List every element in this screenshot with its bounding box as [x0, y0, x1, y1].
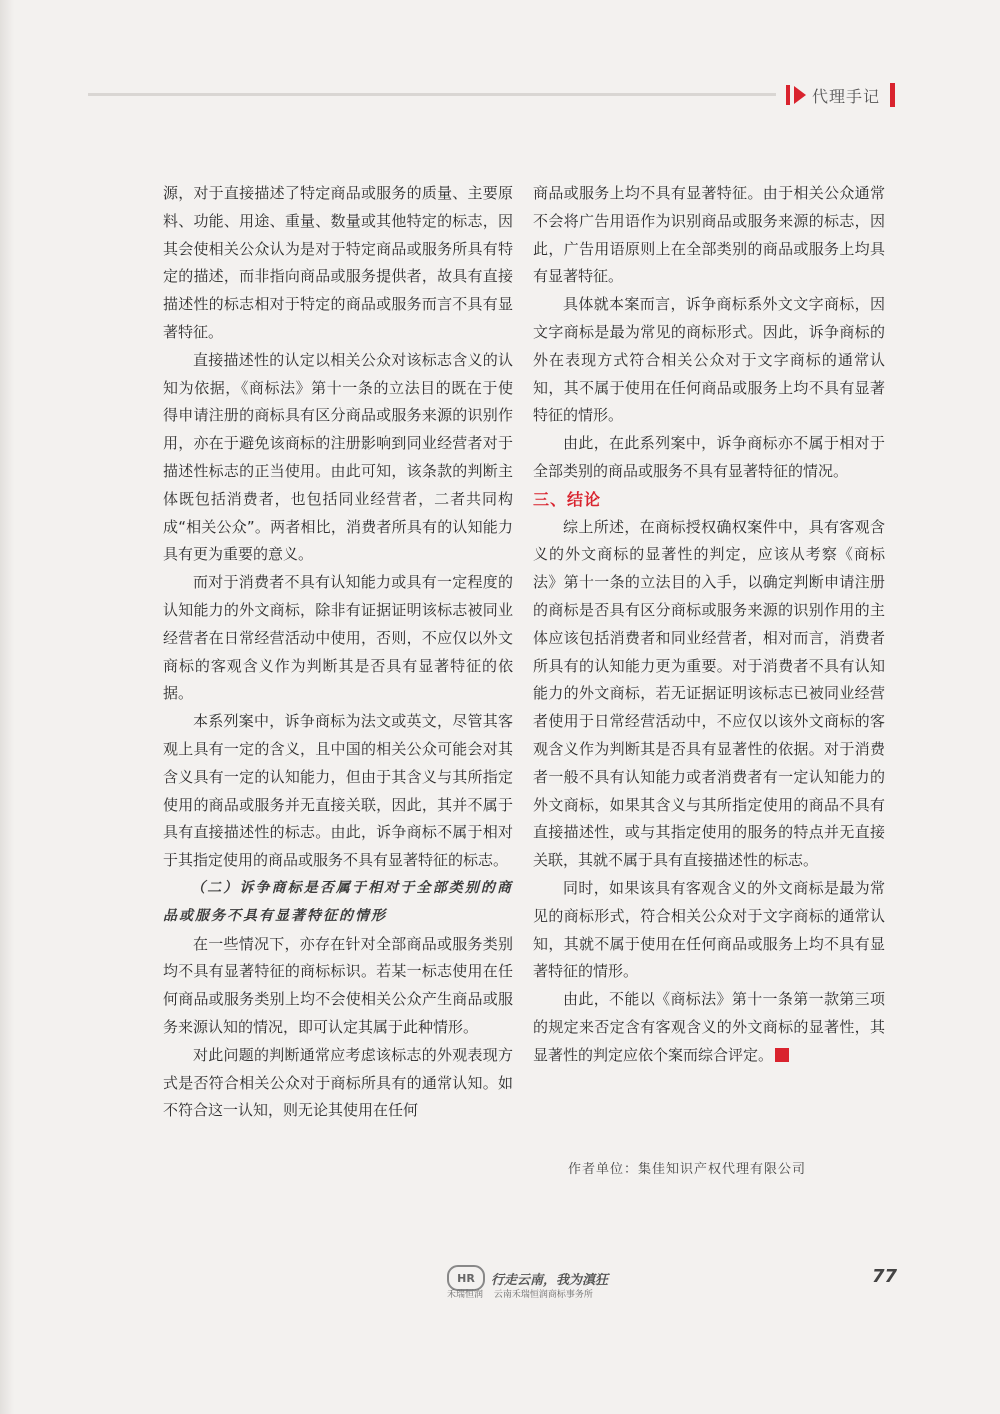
footer-slogan: 行走云南，我为滇狂	[491, 1272, 609, 1288]
header-rule	[88, 93, 776, 96]
paragraph: 源，对于直接描述了特定商品或服务的质量、主要原料、功能、用途、重量、数量或其他特定的标志，因其会使相关公众认为是对于特定商品或服务所具有特定的描述，而非指向商品或服务提供者，故具有直接描述性的标志相对于特定的商品或服务而言不具有显著特征。	[163, 184, 513, 341]
paragraph: 而对于消费者不具有认知能力或具有一定程度的认知能力的外文商标，除非有证据证明该标志被同业经营者在日常经营活动中使用，否则，不应仅以外文商标的客观含义作为判断其是否具有显著特征的依据。	[163, 573, 513, 703]
page-edge-shadow	[0, 0, 14, 1414]
header-title: 代理手记	[812, 86, 881, 106]
paragraph-text: 由此，不能以《商标法》第十一条第一款第三项的规定来否定含有客观含义的外文商标的显著性，其显著性的判定应依个案而综合评定。	[533, 990, 885, 1064]
left-column	[163, 180, 513, 1125]
header-arrow-icon	[794, 86, 806, 104]
paragraph: 对此问题的判断通常应考虑该标志的外观表现方式是否符合相关公众对于商标所具有的通常认知。如不符合这一认知，则无论其使用在任何	[163, 1045, 513, 1120]
page-number: 77	[872, 1266, 898, 1287]
paragraph: 同时，如果该具有客观含义的外文商标是最为常见的商标形式，符合相关公众对于文字商标的通常认知，其就不属于使用在任何商品或服务上均不具有显著特征的情形。	[533, 878, 885, 981]
header-accent-bar	[786, 85, 790, 105]
author-affiliation: 作者单位：集佳知识产权代理有限公司	[568, 1162, 807, 1177]
paragraph: 在一些情况下，亦存在针对全部商品或服务类别均不具有显著特征的商标标识。若某一标志使用在任何商品或服务类别上均不会使相关公众产生商品或服务来源认知的情况，即可认定其属于此种情形。	[163, 934, 513, 1036]
paragraph: 直接描述性的认定以相关公众对该标志含义的认知为依据，《商标法》第十一条的立法目的既在于使得申请注册的商标具有区分商品或服务来源的识别作用，亦在于避免该商标的注册影响到同业经营者对于描述性标志的正当使用。由此可知，该条款的判断主体既包括消费者，也包括同业经营者，二者共同构成“相关公众”。两者相比，消费者所具有的认知能力具有更为重要的意义。	[163, 350, 513, 564]
end-mark-icon	[775, 1048, 789, 1062]
paragraph: 具体就本案而言，诉争商标系外文文字商标，因文字商标是最为常见的商标形式。因此，诉争商标的外在表现方式符合相关公众对于文字商标的通常认知，其不属于使用在任何商品或服务上均不具有显著特征的情形。	[533, 295, 885, 425]
footer-firm: 云南禾瑞恒润商标事务所	[493, 1290, 593, 1300]
right-column	[533, 180, 885, 1070]
subsection-heading: （二）诉争商标是否属于相对于全部类别的商品或服务不具有显著特征的情形	[163, 879, 513, 924]
hr-logo-icon: HR	[447, 1265, 485, 1291]
running-header	[786, 80, 895, 110]
paragraph: 由此，在此系列案中，诉争商标亦不属于相对于全部类别的商品或服务不具有显著特征的情况。	[533, 434, 885, 480]
section-heading: 三、结论	[533, 489, 602, 509]
paragraph: 商品或服务上均不具有显著特征。由于相关公众通常不会将广告用语作为识别商品或服务来源的标志，因此，广告用语原则上在全部类别的商品或服务上均具有显著特征。	[533, 184, 885, 286]
footer-brand: 禾瑞恒润	[447, 1290, 484, 1300]
footer-caption	[447, 1287, 601, 1300]
paragraph: 本系列案中，诉争商标为法文或英文，尽管其客观上具有一定的含义，且中国的相关公众可能会对其含义具有一定的认知能力，但由于其含义与其所指定使用的商品或服务并无直接关联，因此，其并不属于具有直接描述性的标志。由此，诉争商标不属于相对于其指定使用的商品或服务不具有显著特征的标志。	[163, 712, 513, 870]
paragraph: 综上所述，在商标授权确权案件中，具有客观含义的外文商标的显著性的判定，应该从考察《商标法》第十一条的立法目的入手，以确定判断申请注册的商标是否具有区分商标或服务来源的识别作用的主体应该包括消费者和同业经营者，相对而言，消费者所具有的认知能力更为重要。对于消费者不具有认知能力的外文商标，若无证据证明该标志已被同业经营者使用于日常经营活动中，不应仅以该外文商标的客观含义作为判断其是否具有显著性的依据。对于消费者一般不具有认知能力或者消费者有一定认知能力的外文商标，如果其含义与其所指定使用的商品不具有直接描述性，或与其指定使用的服务的特点并无直接关联，其就不属于具有直接描述性的标志。	[533, 517, 885, 870]
header-accent-bar	[890, 83, 895, 107]
paragraph-final	[533, 986, 885, 1069]
